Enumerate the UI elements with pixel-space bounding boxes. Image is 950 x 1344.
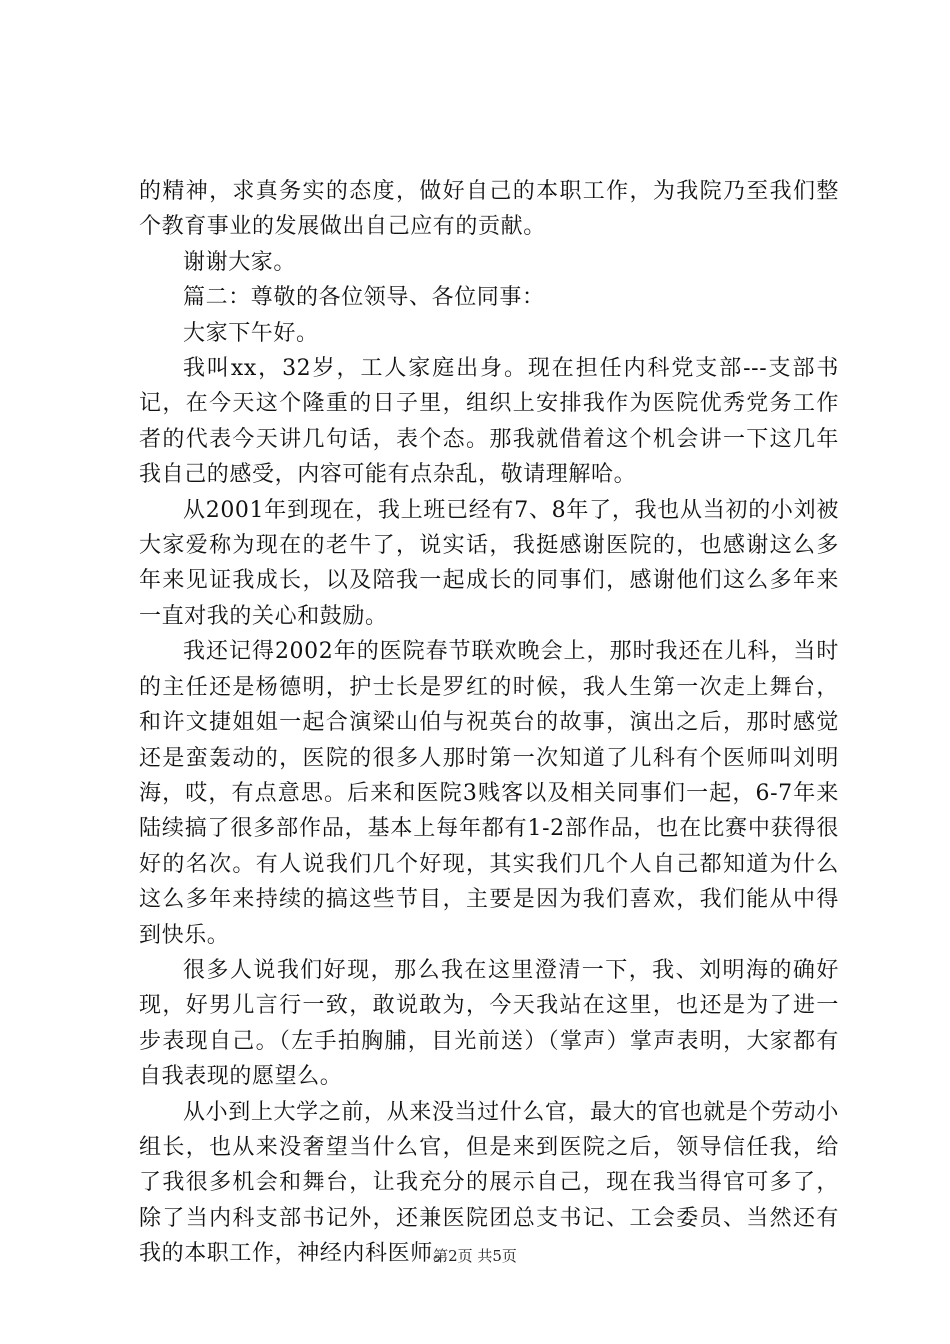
paragraph-continuation: 的精神，求真务实的态度，做好自己的本职工作，为我院乃至我们整个教育事业的发展做出自己应有的贡献。 [139, 179, 839, 240]
paragraph-greeting: 大家下午好。 [183, 320, 319, 346]
page-number-footer: 第2页 共5页 [433, 1247, 517, 1265]
paragraph-gala-memory: 我还记得2002年的医院春节联欢晚会上，那时我还在儿科，当时的主任还是杨德明，护士长是罗红的时候，我人生第一次走上舞台，和许文捷姐姐一起合演梁山伯与祝英台的故事，演出之后，那时感觉还是蛮轰动的，医院的很多人那时第一次知道了儿科有个医师叫刘明海，哎，有点意思。后来和医院3贱客以及相关同事们一起，6-7年来陆续搞了很多部作品，基本上每年都有1-2部作品，也在比赛中获得很好的名次。有人说我们几个好现，其实我们几个人自己都知道为什么这么多年来持续的搞这些节目，主要是因为我们喜欢，我们能从中得到快乐。 [139, 639, 839, 948]
document-body [139, 174, 839, 1272]
paragraph-section-heading: 篇二：尊敬的各位领导、各位同事： [183, 285, 545, 311]
paragraph-roles: 从小到上大学之前，从来没当过什么官，最大的官也就是个劳动小组长，也从来没奢望当什么官，但是来到医院之后，领导信任我，给了我很多机会和舞台，让我充分的展示自己，现在我当得官可多了，除了当内科支部书记外，还兼医院团总支书记、工会委员、当然还有我的本职工作，神经内科医师。 [139, 1099, 839, 1267]
paragraph-thanks: 谢谢大家。 [183, 249, 297, 275]
paragraph-clarification: 很多人说我们好现，那么我在这里澄清一下，我、刘明海的确好现，好男儿言行一致，敢说敢为，今天我站在这里，也还是为了进一步表现自己。（左手拍胸脯，目光前送）（掌声）掌声表明，大家都有自我表现的愿望么。 [139, 957, 839, 1090]
paragraph-introduction: 我叫xx，32岁，工人家庭出身。现在担任内科党支部---支部书记，在今天这个隆重的日子里，组织上安排我作为医院优秀党务工作者的代表今天讲几句话，表个态。那我就借着这个机会讲一下这几年我自己的感受，内容可能有点杂乱，敬请理解哈。 [139, 356, 839, 488]
paragraph-career: 从2001年到现在，我上班已经有7、8年了，我也从当初的小刘被大家爱称为现在的老牛了，说实话，我挺感谢医院的，也感谢这么多年来见证我成长，以及陪我一起成长的同事们，感谢他们这么多年来一直对我的关心和鼓励。 [139, 497, 839, 629]
